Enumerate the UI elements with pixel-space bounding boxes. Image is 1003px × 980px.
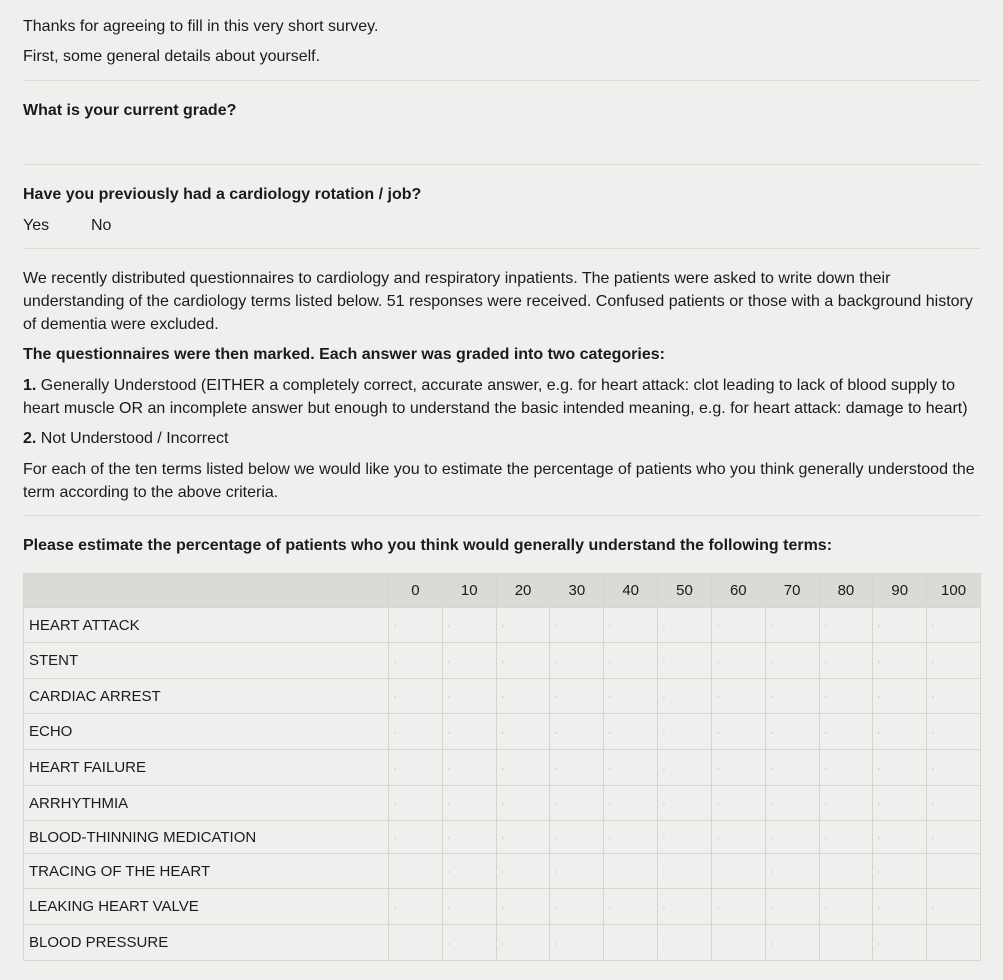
radio-dot-icon bbox=[502, 625, 504, 627]
radio-dot-icon bbox=[825, 871, 827, 873]
radio-dot-icon bbox=[663, 768, 665, 770]
grid-radio-cell[interactable] bbox=[711, 854, 765, 889]
grid-row bbox=[24, 925, 981, 961]
radio-dot-icon bbox=[663, 907, 665, 909]
radio-dot-icon bbox=[825, 803, 827, 805]
option-no[interactable]: No bbox=[91, 217, 112, 234]
radio-dot-icon bbox=[825, 943, 827, 945]
grid-term-label: TRACING OF THE HEART bbox=[24, 854, 389, 889]
grid-radio-cell[interactable] bbox=[927, 854, 981, 889]
radio-dot-icon bbox=[878, 803, 880, 805]
grid-radio-cell[interactable] bbox=[550, 786, 604, 821]
grid-term-label: HEART FAILURE bbox=[24, 750, 389, 786]
grid-radio-cell[interactable] bbox=[604, 925, 658, 961]
radio-dot-icon bbox=[932, 732, 934, 734]
grid-term-label: HEART ATTACK bbox=[24, 608, 389, 643]
grid-radio-cell[interactable] bbox=[658, 786, 712, 821]
category-2-number: 2. bbox=[23, 430, 37, 447]
grid-radio-cell[interactable] bbox=[604, 714, 658, 750]
grid-radio-cell[interactable] bbox=[442, 854, 496, 889]
grid-radio-cell[interactable] bbox=[550, 821, 604, 854]
grid-radio-cell[interactable] bbox=[819, 821, 873, 854]
radio-dot-icon bbox=[932, 696, 934, 698]
radio-dot-icon bbox=[448, 732, 450, 734]
grid-radio-cell[interactable] bbox=[711, 643, 765, 679]
grid-radio-cell[interactable] bbox=[927, 608, 981, 643]
radio-dot-icon bbox=[448, 625, 450, 627]
radio-dot-icon bbox=[448, 696, 450, 698]
grid-term-label: CARDIAC ARREST bbox=[24, 679, 389, 714]
radio-dot-icon bbox=[878, 732, 880, 734]
grid-radio-cell[interactable] bbox=[496, 854, 550, 889]
grid-radio-cell[interactable] bbox=[765, 925, 819, 961]
grid-term-label: STENT bbox=[24, 643, 389, 679]
radio-dot-icon bbox=[555, 625, 557, 627]
grid-radio-cell[interactable] bbox=[873, 714, 927, 750]
grid-row bbox=[24, 889, 981, 925]
grid-radio-cell[interactable] bbox=[604, 786, 658, 821]
category-1 bbox=[23, 374, 981, 420]
grid-radio-cell[interactable] bbox=[442, 925, 496, 961]
radio-dot-icon bbox=[609, 837, 611, 839]
radio-dot-icon bbox=[448, 837, 450, 839]
radio-dot-icon bbox=[771, 803, 773, 805]
grid-row bbox=[24, 750, 981, 786]
radio-dot-icon bbox=[932, 907, 934, 909]
grid-radio-cell[interactable] bbox=[765, 679, 819, 714]
grid-radio-cell[interactable] bbox=[604, 643, 658, 679]
grid-body bbox=[24, 608, 981, 961]
grid-row bbox=[24, 821, 981, 854]
grid-radio-cell[interactable] bbox=[389, 643, 443, 679]
radio-dot-icon bbox=[771, 943, 773, 945]
grid-radio-cell[interactable] bbox=[819, 750, 873, 786]
radio-dot-icon bbox=[609, 696, 611, 698]
grid-column-header: 0 bbox=[389, 574, 443, 608]
radio-dot-icon bbox=[825, 696, 827, 698]
grid-radio-cell[interactable] bbox=[765, 889, 819, 925]
grid-radio-cell[interactable] bbox=[873, 854, 927, 889]
grid-radio-cell[interactable] bbox=[873, 679, 927, 714]
radio-dot-icon bbox=[771, 732, 773, 734]
grid-radio-cell[interactable] bbox=[604, 821, 658, 854]
grid-column-header: 80 bbox=[819, 574, 873, 608]
grid-term-label: ECHO bbox=[24, 714, 389, 750]
radio-dot-icon bbox=[825, 661, 827, 663]
radio-dot-icon bbox=[448, 768, 450, 770]
grid-row bbox=[24, 679, 981, 714]
grid-column-header: 60 bbox=[711, 574, 765, 608]
grid-radio-cell[interactable] bbox=[658, 925, 712, 961]
grid-radio-cell[interactable] bbox=[873, 925, 927, 961]
grid-term-label: BLOOD-THINNING MEDICATION bbox=[24, 821, 389, 854]
radio-dot-icon bbox=[609, 871, 611, 873]
grid-radio-cell[interactable] bbox=[442, 821, 496, 854]
radio-dot-icon bbox=[609, 732, 611, 734]
grid-radio-cell[interactable] bbox=[658, 750, 712, 786]
grid-radio-cell[interactable] bbox=[711, 714, 765, 750]
grid-row bbox=[24, 786, 981, 821]
grid-radio-cell[interactable] bbox=[550, 854, 604, 889]
grid-radio-cell[interactable] bbox=[765, 821, 819, 854]
radio-dot-icon bbox=[394, 803, 396, 805]
radio-dot-icon bbox=[717, 625, 719, 627]
radio-dot-icon bbox=[555, 837, 557, 839]
radio-dot-icon bbox=[502, 871, 504, 873]
radio-dot-icon bbox=[555, 871, 557, 873]
radio-dot-icon bbox=[663, 661, 665, 663]
grid-radio-cell[interactable] bbox=[389, 889, 443, 925]
category-1-text: Generally Understood (EITHER a completely correct, accurate answer, e.g. for heart attack: clot leading to lack of blood supply to heart muscle OR an incomplete answer but enough to understand the basic intended meaning, e.g. for heart attack: damage to heart) bbox=[23, 377, 968, 417]
grid-radio-cell[interactable] bbox=[658, 679, 712, 714]
grid-radio-cell[interactable] bbox=[819, 679, 873, 714]
radio-dot-icon bbox=[448, 803, 450, 805]
radio-dot-icon bbox=[609, 907, 611, 909]
radio-dot-icon bbox=[717, 907, 719, 909]
radio-dot-icon bbox=[932, 837, 934, 839]
grid-radio-cell[interactable] bbox=[658, 889, 712, 925]
grid-radio-cell[interactable] bbox=[711, 889, 765, 925]
grid-column-header: 90 bbox=[873, 574, 927, 608]
grid-radio-cell[interactable] bbox=[927, 643, 981, 679]
radio-dot-icon bbox=[825, 907, 827, 909]
grid-radio-cell[interactable] bbox=[927, 889, 981, 925]
radio-dot-icon bbox=[609, 661, 611, 663]
grid-radio-cell[interactable] bbox=[389, 679, 443, 714]
grid-radio-cell[interactable] bbox=[927, 821, 981, 854]
radio-dot-icon bbox=[502, 696, 504, 698]
grid-radio-cell[interactable] bbox=[550, 889, 604, 925]
grid-radio-cell[interactable] bbox=[442, 714, 496, 750]
radio-dot-icon bbox=[609, 943, 611, 945]
grid-radio-cell[interactable] bbox=[765, 643, 819, 679]
grid-radio-cell[interactable] bbox=[765, 854, 819, 889]
divider bbox=[23, 248, 981, 249]
radio-dot-icon bbox=[825, 768, 827, 770]
radio-dot-icon bbox=[502, 837, 504, 839]
radio-dot-icon bbox=[555, 768, 557, 770]
grid-radio-cell[interactable] bbox=[550, 925, 604, 961]
grid-corner-header bbox=[24, 574, 389, 608]
grid-radio-cell[interactable] bbox=[550, 750, 604, 786]
grid-radio-cell[interactable] bbox=[819, 889, 873, 925]
radio-dot-icon bbox=[878, 943, 880, 945]
grid-radio-cell[interactable] bbox=[711, 608, 765, 643]
grid-radio-cell[interactable] bbox=[389, 821, 443, 854]
grid-term-label: LEAKING HEART VALVE bbox=[24, 889, 389, 925]
intro-general: First, some general details about yourself. bbox=[23, 48, 321, 65]
divider bbox=[23, 80, 981, 81]
radio-dot-icon bbox=[663, 943, 665, 945]
grid-radio-cell[interactable] bbox=[765, 608, 819, 643]
grid-column-header: 20 bbox=[496, 574, 550, 608]
grid-radio-cell[interactable] bbox=[389, 786, 443, 821]
category-2 bbox=[23, 427, 981, 450]
grid-row bbox=[24, 714, 981, 750]
radio-dot-icon bbox=[878, 625, 880, 627]
category-2-text: Not Understood / Incorrect bbox=[40, 430, 229, 447]
radio-dot-icon bbox=[825, 732, 827, 734]
radio-dot-icon bbox=[394, 661, 396, 663]
radio-dot-icon bbox=[502, 768, 504, 770]
grid-radio-cell[interactable] bbox=[496, 714, 550, 750]
radio-dot-icon bbox=[555, 907, 557, 909]
radio-dot-icon bbox=[717, 732, 719, 734]
radio-dot-icon bbox=[663, 837, 665, 839]
radio-dot-icon bbox=[394, 768, 396, 770]
grid-radio-cell[interactable] bbox=[711, 750, 765, 786]
grid-radio-cell[interactable] bbox=[550, 714, 604, 750]
radio-dot-icon bbox=[502, 907, 504, 909]
grid-radio-cell[interactable] bbox=[765, 714, 819, 750]
grid-column-header: 100 bbox=[927, 574, 981, 608]
radio-dot-icon bbox=[771, 661, 773, 663]
radio-dot-icon bbox=[394, 732, 396, 734]
grid-radio-cell[interactable] bbox=[658, 854, 712, 889]
grid-radio-cell[interactable] bbox=[496, 821, 550, 854]
radio-dot-icon bbox=[448, 661, 450, 663]
radio-dot-icon bbox=[609, 625, 611, 627]
grid-column-header: 70 bbox=[765, 574, 819, 608]
grid-column-header: 40 bbox=[604, 574, 658, 608]
radio-dot-icon bbox=[878, 871, 880, 873]
radio-dot-icon bbox=[932, 661, 934, 663]
grid-radio-cell[interactable] bbox=[389, 925, 443, 961]
radio-dot-icon bbox=[555, 943, 557, 945]
radio-dot-icon bbox=[932, 803, 934, 805]
grid-radio-cell[interactable] bbox=[550, 679, 604, 714]
grid-radio-cell[interactable] bbox=[873, 889, 927, 925]
radio-dot-icon bbox=[717, 943, 719, 945]
grid-radio-cell[interactable] bbox=[819, 714, 873, 750]
radio-dot-icon bbox=[717, 871, 719, 873]
radio-dot-icon bbox=[878, 907, 880, 909]
grid-radio-cell[interactable] bbox=[604, 750, 658, 786]
grid-radio-cell[interactable] bbox=[389, 714, 443, 750]
radio-dot-icon bbox=[663, 625, 665, 627]
radio-dot-icon bbox=[771, 696, 773, 698]
radio-dot-icon bbox=[502, 661, 504, 663]
grid-radio-cell[interactable] bbox=[819, 854, 873, 889]
grid-radio-cell[interactable] bbox=[819, 925, 873, 961]
radio-dot-icon bbox=[609, 803, 611, 805]
intro-thanks: Thanks for agreeing to fill in this very short survey. bbox=[23, 18, 379, 35]
grid-radio-cell[interactable] bbox=[711, 925, 765, 961]
grid-radio-cell[interactable] bbox=[873, 608, 927, 643]
grid-radio-cell[interactable] bbox=[765, 786, 819, 821]
radio-dot-icon bbox=[663, 803, 665, 805]
grid-radio-cell[interactable] bbox=[389, 608, 443, 643]
radio-dot-icon bbox=[394, 907, 396, 909]
radio-dot-icon bbox=[394, 943, 396, 945]
question-grade-title: What is your current grade? bbox=[23, 102, 237, 119]
grid-radio-cell[interactable] bbox=[389, 750, 443, 786]
radio-dot-icon bbox=[394, 871, 396, 873]
radio-dot-icon bbox=[663, 871, 665, 873]
grid-row bbox=[24, 854, 981, 889]
grid-radio-cell[interactable] bbox=[389, 854, 443, 889]
grid-radio-cell[interactable] bbox=[927, 925, 981, 961]
grid-title: Please estimate the percentage of patients who you think would generally understand the following terms: bbox=[23, 537, 833, 554]
radio-dot-icon bbox=[394, 625, 396, 627]
grid-radio-cell[interactable] bbox=[711, 679, 765, 714]
grid-radio-cell[interactable] bbox=[927, 786, 981, 821]
grid-radio-cell[interactable] bbox=[658, 643, 712, 679]
grid-radio-cell[interactable] bbox=[927, 679, 981, 714]
radio-dot-icon bbox=[932, 871, 934, 873]
radio-dot-icon bbox=[555, 732, 557, 734]
grid-radio-cell[interactable] bbox=[765, 750, 819, 786]
radio-dot-icon bbox=[717, 837, 719, 839]
grid-radio-cell[interactable] bbox=[927, 750, 981, 786]
question-cardiology-title: Have you previously had a cardiology rotation / job? bbox=[23, 186, 422, 203]
grid-radio-cell[interactable] bbox=[873, 750, 927, 786]
grid-radio-cell[interactable] bbox=[604, 679, 658, 714]
radio-dot-icon bbox=[878, 837, 880, 839]
grid-radio-cell[interactable] bbox=[658, 821, 712, 854]
radio-dot-icon bbox=[448, 907, 450, 909]
divider bbox=[23, 164, 981, 165]
grid-column-header: 30 bbox=[550, 574, 604, 608]
grid-radio-cell[interactable] bbox=[604, 889, 658, 925]
percentage-grid bbox=[23, 573, 981, 961]
grid-radio-cell[interactable] bbox=[927, 714, 981, 750]
grid-radio-cell[interactable] bbox=[604, 608, 658, 643]
radio-dot-icon bbox=[717, 696, 719, 698]
radio-dot-icon bbox=[394, 837, 396, 839]
radio-dot-icon bbox=[448, 871, 450, 873]
radio-dot-icon bbox=[878, 768, 880, 770]
grid-term-label: ARRHYTHMIA bbox=[24, 786, 389, 821]
grid-radio-cell[interactable] bbox=[496, 608, 550, 643]
radio-dot-icon bbox=[555, 696, 557, 698]
option-yes[interactable]: Yes bbox=[23, 217, 50, 234]
radio-dot-icon bbox=[771, 625, 773, 627]
grid-radio-cell[interactable] bbox=[496, 925, 550, 961]
radio-dot-icon bbox=[502, 943, 504, 945]
grid-radio-cell[interactable] bbox=[819, 608, 873, 643]
grid-radio-cell[interactable] bbox=[550, 643, 604, 679]
grid-radio-cell[interactable] bbox=[604, 854, 658, 889]
radio-dot-icon bbox=[771, 907, 773, 909]
radio-dot-icon bbox=[932, 625, 934, 627]
grid-radio-cell[interactable] bbox=[873, 786, 927, 821]
grid-radio-cell[interactable] bbox=[442, 608, 496, 643]
radio-dot-icon bbox=[771, 768, 773, 770]
radio-dot-icon bbox=[663, 696, 665, 698]
marked-heading: The questionnaires were then marked. Each answer was graded into two categories: bbox=[23, 346, 665, 363]
grid-radio-cell[interactable] bbox=[442, 679, 496, 714]
radio-dot-icon bbox=[717, 768, 719, 770]
radio-dot-icon bbox=[609, 768, 611, 770]
radio-dot-icon bbox=[717, 661, 719, 663]
radio-dot-icon bbox=[663, 732, 665, 734]
grid-row bbox=[24, 643, 981, 679]
grid-radio-cell[interactable] bbox=[442, 643, 496, 679]
radio-dot-icon bbox=[717, 803, 719, 805]
radio-dot-icon bbox=[448, 943, 450, 945]
grid-radio-cell[interactable] bbox=[496, 786, 550, 821]
grid-term-label: BLOOD PRESSURE bbox=[24, 925, 389, 961]
grid-radio-cell[interactable] bbox=[711, 821, 765, 854]
radio-dot-icon bbox=[878, 696, 880, 698]
radio-dot-icon bbox=[771, 837, 773, 839]
radio-dot-icon bbox=[878, 661, 880, 663]
radio-dot-icon bbox=[555, 803, 557, 805]
radio-dot-icon bbox=[932, 943, 934, 945]
grid-column-header: 10 bbox=[442, 574, 496, 608]
grid-radio-cell[interactable] bbox=[496, 889, 550, 925]
grid-radio-cell[interactable] bbox=[658, 714, 712, 750]
radio-dot-icon bbox=[555, 661, 557, 663]
grid-radio-cell[interactable] bbox=[496, 750, 550, 786]
grid-radio-cell[interactable] bbox=[550, 608, 604, 643]
explanation-paragraph: We recently distributed questionnaires to cardiology and respiratory inpatients. The patients were asked to write down their understanding of the cardiology terms listed below. 51 responses were received. Confused patients or those with a background history of dementia were excluded. bbox=[23, 270, 973, 333]
grid-radio-cell[interactable] bbox=[819, 643, 873, 679]
grid-radio-cell[interactable] bbox=[496, 643, 550, 679]
grid-radio-cell[interactable] bbox=[819, 786, 873, 821]
grid-radio-cell[interactable] bbox=[442, 889, 496, 925]
grid-radio-cell[interactable] bbox=[658, 608, 712, 643]
cardiology-options bbox=[23, 214, 111, 237]
radio-dot-icon bbox=[932, 768, 934, 770]
grid-radio-cell[interactable] bbox=[496, 679, 550, 714]
grid-header-row bbox=[24, 574, 981, 608]
grid-row bbox=[24, 608, 981, 643]
grid-radio-cell[interactable] bbox=[873, 643, 927, 679]
category-1-number: 1. bbox=[23, 377, 37, 394]
grid-radio-cell[interactable] bbox=[873, 821, 927, 854]
grid-radio-cell[interactable] bbox=[442, 750, 496, 786]
radio-dot-icon bbox=[825, 625, 827, 627]
radio-dot-icon bbox=[771, 871, 773, 873]
grid-radio-cell[interactable] bbox=[711, 786, 765, 821]
radio-dot-icon bbox=[502, 803, 504, 805]
grid-column-header: 50 bbox=[658, 574, 712, 608]
radio-dot-icon bbox=[825, 837, 827, 839]
estimate-paragraph: For each of the ten terms listed below we would like you to estimate the percentage of patients who you think generally understood the term according to the above criteria. bbox=[23, 461, 975, 501]
radio-dot-icon bbox=[394, 696, 396, 698]
divider bbox=[23, 515, 981, 516]
grid-radio-cell[interactable] bbox=[442, 786, 496, 821]
radio-dot-icon bbox=[502, 732, 504, 734]
